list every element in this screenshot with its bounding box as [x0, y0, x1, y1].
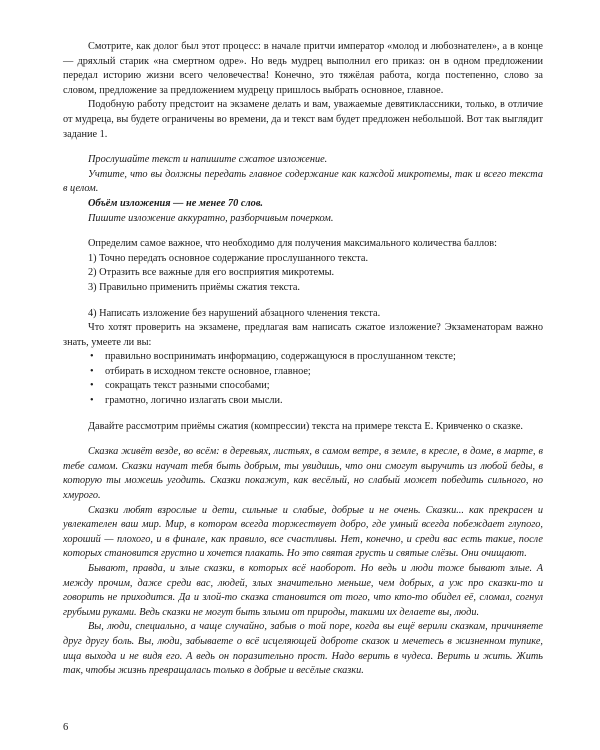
bullet-item — [63, 394, 543, 409]
bullet-text: грамотно, логично излагать свои мысли. — [105, 395, 283, 407]
criteria-item: 4) Написать изложение без нарушений абзацного членения текста. — [88, 307, 381, 319]
task-line-1: Прослушайте текст и напишите сжатое изложение. — [88, 154, 328, 166]
story-paragraph: Сказки любят взрослые и дети, сильные и слабые, добрые и не очень. Сказки... как прекрасен и увлекателен ваш мир. Мир, в котором всегда торжествует добро, где умный всегда побеждает глупого, хороший — плохого, и в финале, как правило, все счастливы. Нет, конечно, и среди вас есть такие, после которых становится грустно и хочется плакать. Но это святая грусть и святые слёзы. Они очищают. — [63, 504, 543, 560]
story-paragraph: Сказка живёт везде, во всём: в деревьях, листьях, в самом ветре, в земле, в кресле, в доме, в марте, в тебе самом. Сказки научат тебя быть добрым, ты увидишь, что они смогут выручить из любой беды, в которую ты можешь угодить. Сказки покажут, как весёлый, но слабый может победить сильного, но хмурого. — [63, 446, 543, 502]
bullet-icon: • — [90, 365, 94, 377]
task-line-3 — [63, 197, 543, 212]
scoring-criteria-list-2 — [63, 307, 543, 322]
bullet-item — [63, 350, 543, 365]
story-paragraph: Бывают, правда, и злые сказки, в которых всё наоборот. Но ведь и люди тоже бывают злые. А между прочим, даже среди вас, людей, злых значительно меньше, чем добрых, а уж про сказки-то и говорить не приходится. Да и злой-то сказка становится от того, что кто-то обидел её, сломал, согнул грубыми руками. Ведь сказки не могут быть злыми от природы, такими их делаете вы, люди. — [63, 563, 543, 618]
story-text — [63, 445, 543, 679]
bullet-item — [63, 379, 543, 394]
criteria-item: 3) Правильно применить приёмы сжатия текста. — [88, 281, 301, 293]
task-line-4: Пишите изложение аккуратно, разборчивым почерком. — [88, 212, 334, 224]
skills-bullet-list — [63, 350, 543, 408]
criteria-item: 1) Точно передать основное содержание прослушанного текста. — [88, 252, 369, 264]
task-volume-suffix: слов. — [238, 197, 264, 209]
paragraph-parable-summary: Смотрите, как долог был этот процесс: в начале притчи император «молод и любознателен», а в конце — дряхлый старик «на смертном одре». Но ведь мудрец выполнил его приказ: он в одном предложении передал историю жизни всего человечества! Конечно, это тяжёлая работа, когда постепенно, слово за словом, предложение за предложением мудрецу пришлось выбрать основное, главное. — [63, 41, 543, 96]
task-line-2: Учтите, что вы должны передать главное содержание как каждой микротемы, так и всего текста в целом. — [63, 168, 543, 195]
bullet-icon: • — [90, 395, 94, 407]
paragraph-compression-intro: Давайте рассмотрим приёмы сжатия (компрессии) текста на примере текста Е. Кривченко о сказке. — [88, 420, 523, 432]
bullet-text: сокращать текст разными способами; — [105, 380, 270, 392]
scoring-criteria-list — [63, 252, 543, 296]
page-content — [63, 40, 543, 679]
story-paragraph: Вы, люди, специально, а чаще случайно, забыв о той поре, когда вы ещё верили сказкам, причиняете друг другу боль. Вы, люди, забываете о всё исцеляющей доброте сказок и мечетесь в жизненном тупике, ища выхода и не видя его. А ведь он поразительно прост. Надо верить в чудеса. Верить и жить. Жить так, чтобы жизнь превращалась только в добрые и весёлые сказки. — [63, 621, 543, 677]
paragraph-exam-question: Что хотят проверить на экзамене, предлагая вам написать сжатое изложение? Экзаменаторам важно знать, умеете ли вы: — [63, 322, 543, 348]
bullet-icon: • — [90, 351, 94, 363]
bullet-text: отбирать в исходном тексте основное, главное; — [105, 365, 311, 377]
paragraph-exam-task-intro: Подобную работу предстоит на экзамене делать и вам, уважаемые девятиклассники, только, в отличие от мудреца, вы будете ограничены во времени, да и текст вам будет предложен небольшой. Вот так выглядит задание 1. — [63, 99, 543, 140]
bullet-item — [63, 365, 543, 380]
task-volume-number: 70 — [227, 197, 239, 209]
paragraph-scoring-intro: Определим самое важное, что необходимо для получения максимального количества баллов: — [88, 238, 497, 250]
bullet-text: правильно воспринимать информацию, содержащуюся в прослушанном тексте; — [105, 351, 456, 363]
task-volume-prefix: Объём изложения — не менее — [88, 197, 228, 209]
page-number: 6 — [63, 722, 69, 733]
task-box — [63, 153, 543, 226]
criteria-item: 2) Отразить все важные для его восприятия микротемы. — [88, 267, 335, 279]
bullet-icon: • — [90, 380, 94, 392]
